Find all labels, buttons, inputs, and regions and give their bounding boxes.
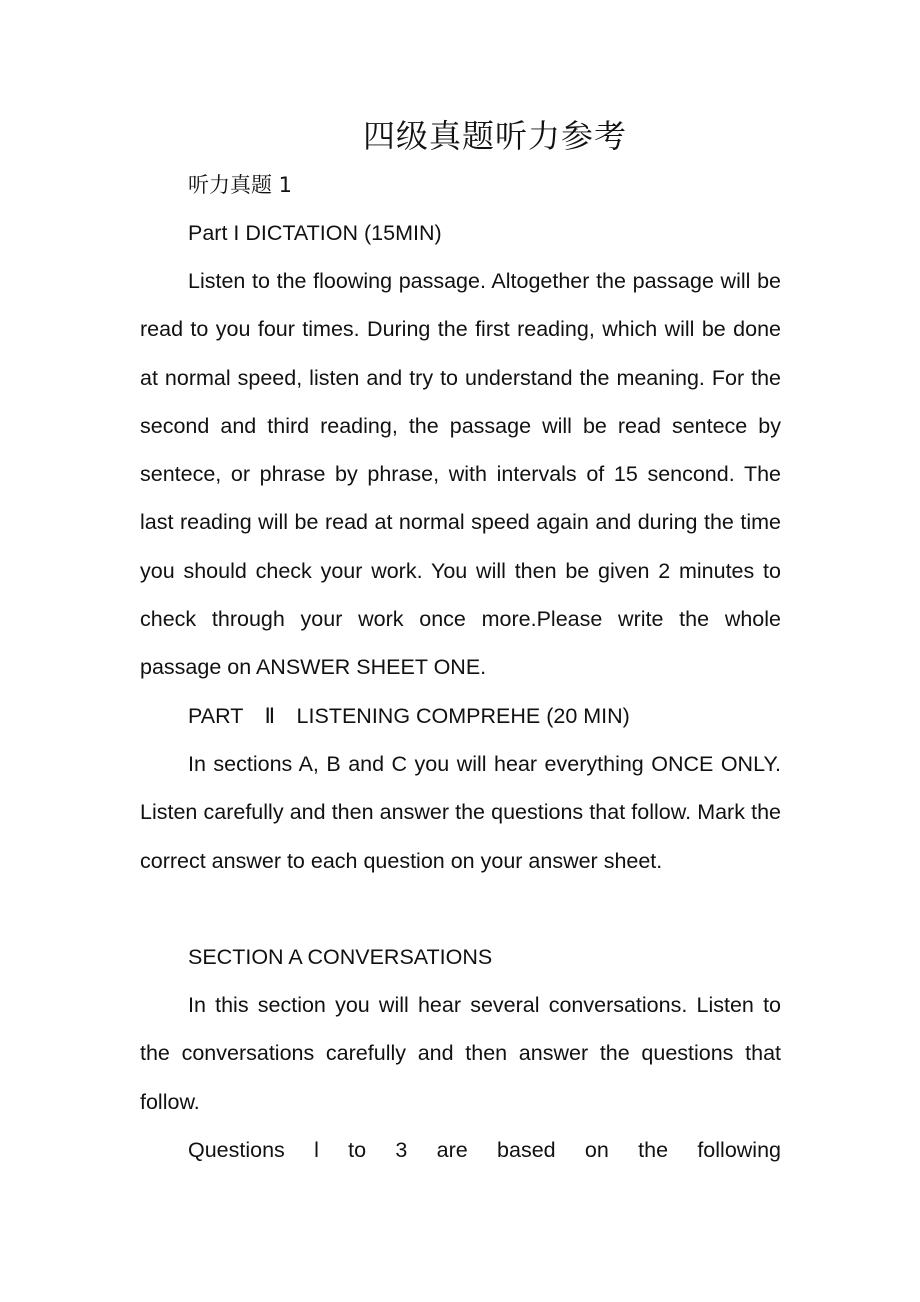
- part2-heading: PART Ⅱ LISTENING COMPREHE (20 MIN): [188, 704, 630, 728]
- part1-heading: Part I DICTATION (15MIN): [188, 221, 442, 245]
- document-title: 四级真题听力参考: [362, 117, 627, 155]
- section-a-instructions: In this section you will hear several conversations. Listen to the conversations carefully and then answer the questions that follow.: [140, 993, 781, 1114]
- part1-instructions: Listen to the floowing passage. Altogether the passage will be read to you four times. During the first reading, which will be done at normal speed, listen and try to understand the meaning. For the second and third reading, the passage will be read sentece by sentece, or phrase by phrase, with intervals of 15 sencond. The last reading will be read at normal speed again and during the time you should check your work. You will then be given 2 minutes to check through your work once more.Please write the whole passage on ANSWER SHEET ONE.: [140, 269, 781, 680]
- section-a-heading: SECTION A CONVERSATIONS: [188, 945, 493, 969]
- questions-intro: Questions l to 3 are based on the following: [188, 1138, 781, 1162]
- part2-instructions: In sections A, B and C you will hear everything ONCE ONLY. Listen carefully and then answer the questions that follow. Mark the correct answer to each question on your answer sheet.: [140, 752, 781, 873]
- subtitle: 听力真题 1: [188, 173, 293, 197]
